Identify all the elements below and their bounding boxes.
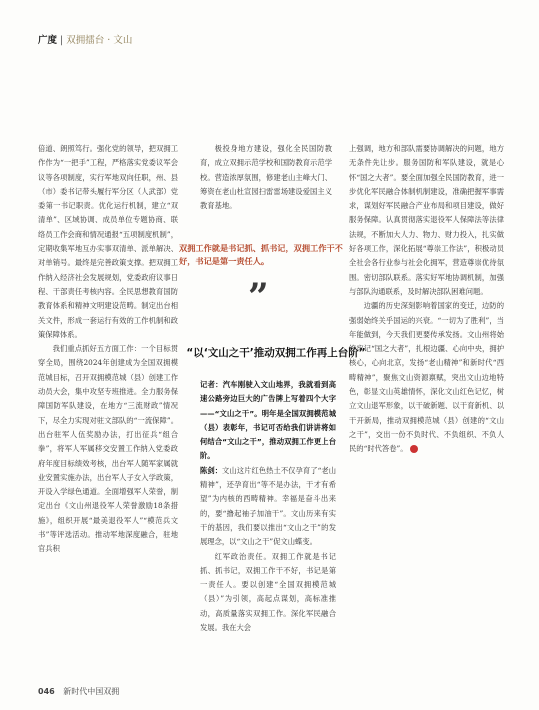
section-heading: “以‘文山之干’推动双拥工作再上台阶”	[186, 347, 366, 359]
pull-quote: 双拥工作就是书记抓、抓书记，双拥工作干不好，书记是第一责任人。	[179, 243, 343, 266]
header-separator: |	[60, 35, 64, 46]
answer-continuation: 红军政治责任。双拥工作就是书记抓、抓书记，双拥工作干不好，书记是第一责任人。要以创建“全国双拥模范城（县）”为引领，高起点谋划，高标准推动，高质量落实双拥工作。深化军民融合发展。我在大会	[200, 551, 336, 633]
column-middle	[200, 142, 332, 213]
magazine-name: 新时代中国双拥	[63, 687, 120, 696]
body-paragraph: 极投身地方建设，强化全民国防教育，成立双拥示范学校和国防教育示范学校。营造浓厚氛围，修建老山主峰大门、筹资在老山杜宣园扫雷雷场建设爱国主义教育基地。	[200, 144, 332, 211]
column-right	[349, 142, 504, 457]
body-paragraph: 上强调，地方和部队需要协调解决的问题，地方无条件先让步。服务国防和军队建设，就是心怀“国之大者”。要全面加强全民国防教育，进一步优化军民融合体制机制建设，准确把握军事需求，谋划好军民融合产业布局和项目建设，做好服务保障。认真贯彻落实退役军人保障法等法律法规，不断加大人力、物力、财力投入，扎实做好各项工作，深化拓展“尊崇工作法”，积极动员全社会各行业参与社会化拥军，营造尊崇优待氛围。密切部队联系。落实好军地协调机制，加强与部队沟通联系，及时解决部队困难问题。	[349, 144, 504, 296]
column-left	[38, 142, 178, 557]
answer-label: 陈剑：	[200, 465, 223, 475]
section-name: 广度	[38, 35, 58, 46]
page-footer	[38, 686, 119, 697]
interview-question	[200, 378, 336, 464]
interview-answer	[200, 464, 336, 550]
question-label: 记者：	[200, 380, 223, 389]
body-paragraph	[349, 299, 504, 456]
section-subtitle: 双拥擂台 · 文山	[66, 35, 133, 46]
closing-text: 边疆的历史深刻影响着国家的变迁，边防的强弱始终关乎国运的兴衰。“一切为了胜利”，当年能做到，今天我们更要传承发扬。文山州将始终牢记“国之大者”，扎根边疆、心向中央，拥护核心，心向北京，发扬“老山精神”和新时代“西畴精神”，聚焦文山资源禀赋，突出文山边地特色，彰显文山英雄情怀，深化文山红色记忆，树立文山退军形象，以干破新题、以干育新机、以干开新局，推动双拥模范城（县）创建的“文山之干”，交出一份不负时代、不负组织、不负人民的“时代答卷”。	[349, 301, 504, 454]
end-mark-icon	[410, 445, 418, 453]
page-number: 046	[38, 687, 55, 696]
question-text: 汽车刚驶入文山地界，我就看到高速公路旁边巨大的广告牌上写着四个大字——“文山之干”。明年是全国双拥模范城（县）表彰年，书记可否给我们讲讲将如何结合“文山之干”，推动双拥工作更上台阶。	[200, 380, 337, 461]
interview-block	[200, 378, 336, 635]
quote-mark-icon: ”	[248, 276, 269, 318]
body-paragraph: 我们重点抓好五方面工作：一个目标贯穿全局，围绕2024年创建成为全国双拥模范城目标，召开双拥模范城（县）创建工作动员大会，集中攻坚专班推进。全力服务保障国防军队建设，在地方“三流财政”情况下，尽全力实现对驻文部队的“一流保障”。出台驻军人伍奖励办法，打出征兵“组合拳”，将军人军属移交安置工作纳入党委政府年度目标绩效考核，出台军人随军家属就业安置实施办法，出台军人子女入学政策，开设入学绿色通道。全面增强军人荣誉，制定出台《文山州退役军人荣誉激励18条措施》，组织开展“最美退役军人”“模范兵文书”等评选活动。推动军地深度融合，驻地官兵积	[38, 344, 178, 554]
body-paragraph: 倍道、朗照笃行。强化党的领导，把双拥工作作为“一把手”工程，严格落实党委议军会议等各项制度，实行军地双向任职，州、县（市）委书记带头履行军分区（人武部）党委第一书记职责。优化运行机制，建立“双清单”、区域协调、成员单位专题协商、联络员工作会商和情况通报“五项制度机制”，定期收集军地互办实事双清单、派单解决、对单销号。最终是完善政策支撑。把双拥工作纳入经济社会发展规划，党委政府议事日程、干部责任考核内容。全民思想教育国防教育体系和精神文明建设范畴。制定出台相关文件，形成一套运行有效的工作机制和政策保障体系。	[38, 144, 178, 339]
answer-text: 文山这片红色热土不仅孕育了“老山精神”，还孕育出“等不是办法，干才有希望”为内核的西畴精神。幸福是奋斗出来的，要“撸起袖子加油干”。文山历来有实干的基因，我们要以推出“文山之干”的发展理念，以“文山之干”促文山蝶变。	[200, 465, 336, 547]
page-header	[38, 32, 132, 46]
